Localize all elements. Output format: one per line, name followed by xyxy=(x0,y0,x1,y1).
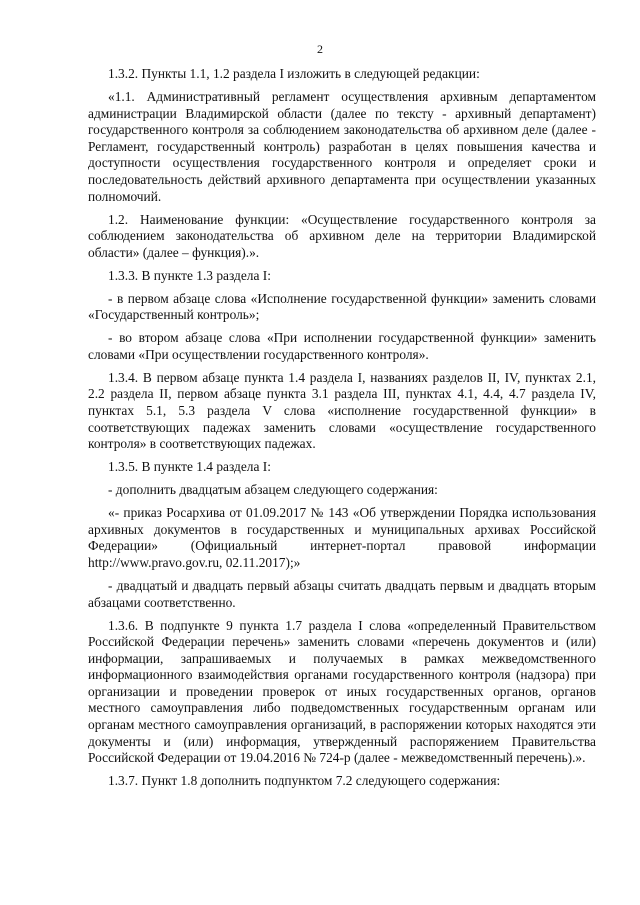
paragraph-1-3-2: 1.3.2. Пункты 1.1, 1.2 раздела I изложить в следующей редакции: xyxy=(108,66,480,81)
paragraph-quote-1-1: «1.1. Административный регламент осуществления архивным департаментом администрации Владимирской области (далее по тексту - архивный департамент) государственного контроля за соблюдением законодательства об архивном деле (далее - Регламент, государственный контроль) разработан в целях повышения качества и доступности осуществления государственного контроля и определяет сроки и последовательность действий архивного департамента при осуществлении указанных полномочий. xyxy=(88,88,596,204)
paragraph-1-3-6: 1.3.6. В подпункте 9 пункта 1.7 раздела I слова «определенный Правительством Российской Федерации перечень» заменить словами «перечень документов и (или) информации, запрашиваемых и получаемых в рамках межведомственного информационного взаимодействия органами государственного контроля (надзора) при организации и проведении проверок от иных государственных органов, органов местного самоуправления либо подведомственных государственным органам или органам местного самоуправления организаций, в распоряжении которых находятся эти документы и (или) информация, утвержденный распоряжением Правительства Российской Федерации от 19.04.2016 № 724-р (далее - межведомственный перечень).». xyxy=(88,617,596,766)
paragraph-1-3-5: 1.3.5. В пункте 1.4 раздела I: xyxy=(108,459,271,475)
paragraph-1-3-3-item-1: - в первом абзаце слова «Исполнение государственной функции» заменить словами «Государственный контроль»; xyxy=(88,290,596,323)
document-body xyxy=(88,66,596,796)
paragraph-1-3-7: 1.3.7. Пункт 1.8 дополнить подпунктом 7.2 следующего содержания: xyxy=(108,773,501,789)
paragraph-1-3-3-item-2: - во втором абзаце слова «При исполнении государственной функции» заменить словами «При осуществлении государственного контроля». xyxy=(88,330,596,362)
paragraph-1-2: 1.2. Наименование функции: «Осуществление государственного контроля за соблюдением законодательства об архивном деле на территории Владимирской области» (далее – функция).». xyxy=(88,211,596,260)
paragraph-1-3-5-quote: «- приказ Росархива от 01.09.2017 № 143 «Об утверждении Порядка использования архивных документов в государственных и муниципальных архивах Российской Федерации» (Официальный интернет-портал правовой информации http://www.pravo.gov.ru, 02.11.2017);» xyxy=(88,505,596,570)
paragraph-1-3-5-item-2: - двадцатый и двадцать первый абзацы считать двадцать первым и двадцать вторым абзацами соответственно. xyxy=(88,577,596,610)
paragraph-1-3-5-item-1: - дополнить двадцатым абзацем следующего содержания: xyxy=(108,482,438,498)
paragraph-1-3-3: 1.3.3. В пункте 1.3 раздела I: xyxy=(108,267,271,283)
page-number: 2 xyxy=(317,42,323,56)
paragraph-1-3-4: 1.3.4. В первом абзаце пункта 1.4 раздела I, названиях разделов II, IV, пунктах 2.1, 2.2 раздела II, первом абзаце пункта 3.1 раздела III, пунктах 4.1, 4.4, 4.7 раздела IV, пунктах 5.1, 5.3 раздела V слова «исполнение государственной функции» в соответствующих падежах заменить словами «осуществление государственного контроля» в соответствующих падежах. xyxy=(88,369,596,452)
